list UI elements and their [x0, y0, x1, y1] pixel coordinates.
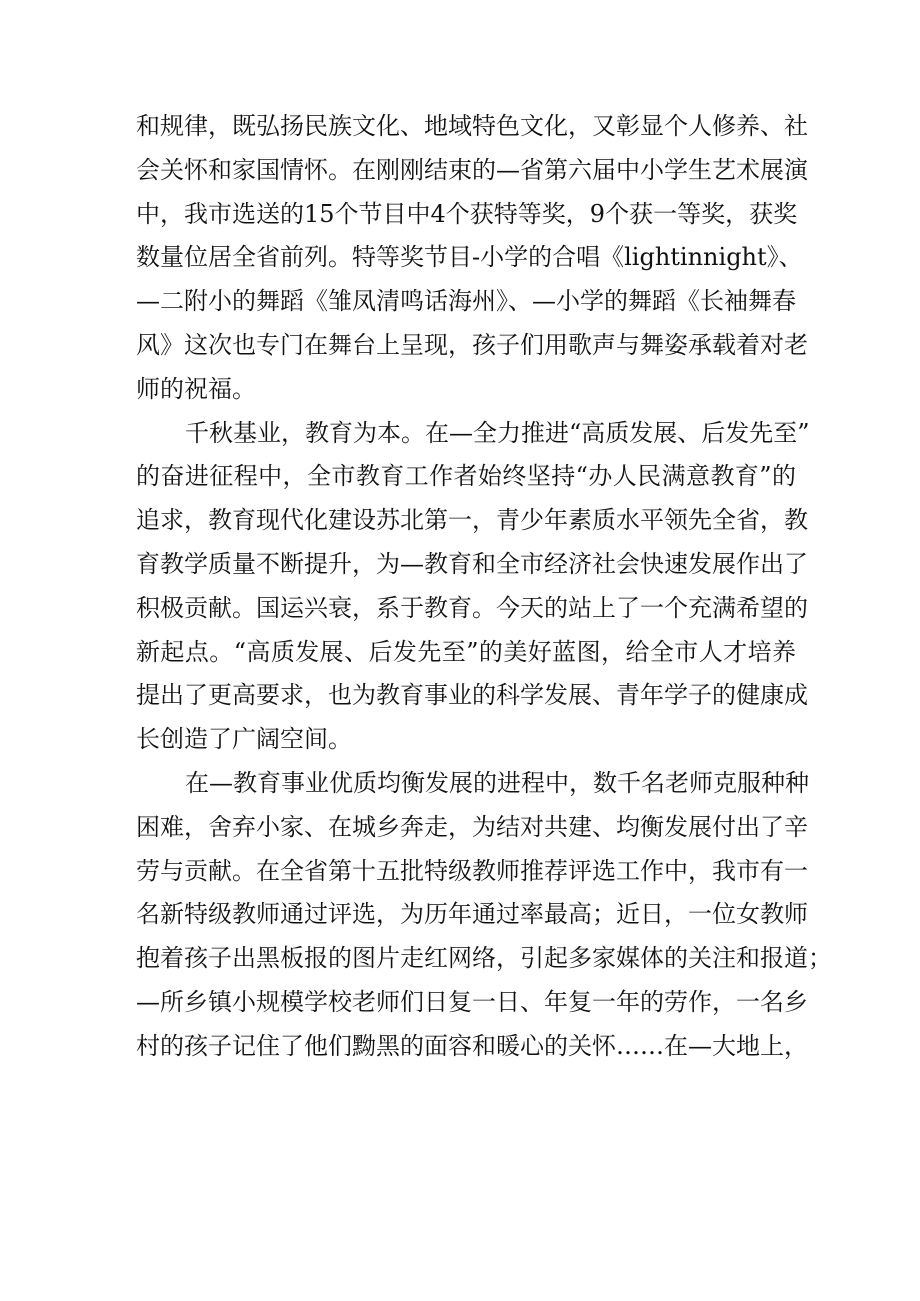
- text-line: 积极贡献。国运兴衰，系于教育。今天的站上了一个充满希望的: [136, 593, 808, 622]
- text-line: 追求，教育现代化建设苏北第一，青少年素质水平领先全省，教: [136, 506, 808, 535]
- text-line: 师的祝福。: [136, 374, 256, 403]
- text-line: 和规律，既弘扬民族文化、地域特色文化，又彰显个人修养、社: [136, 112, 808, 140]
- paragraph-3: [136, 762, 832, 1069]
- paragraph-2: [136, 412, 810, 762]
- text-line: 提出了更高要求，也为教育事业的科学发展、青年学子的健康成: [136, 681, 808, 710]
- text-line: 新起点。“高质发展、后发先至”的美好蓝图，给全市人才培养: [136, 637, 796, 666]
- text-line: 的奋进征程中，全市教育工作者始终坚持“办人民满意教育”的: [136, 462, 796, 491]
- text-line: 风》这次也专门在舞台上呈现，孩子们用歌声与舞姿承载着对老: [136, 330, 808, 359]
- text-line: 村的孩子记住了他们黝黑的面容和暖心的关怀……在—大地上，: [136, 1031, 808, 1060]
- text-line: 中，我市选送的15个节目中4个获特等奖，9个获一等奖，获奖: [136, 199, 798, 228]
- text-line: 名新特级教师通过评选，为历年通过率最高；近日，一位女教师: [136, 900, 808, 929]
- text-line: 数量位居全省前列。特等奖节目-小学的合唱《lightinnight》、: [136, 243, 803, 272]
- text-line: 困难，舍弃小家、在城乡奔走，为结对共建、均衡发展付出了辛: [136, 812, 808, 841]
- text-line: —二附小的舞蹈《雏凤清鸣话海州》、—小学的舞蹈《长袖舞春: [136, 287, 796, 316]
- body-text: [136, 105, 832, 1069]
- text-line: 在—教育事业优质均衡发展的进程中，数千名老师克服种种: [185, 768, 809, 797]
- text-line: 抱着孩子出黑板报的图片走红网络，引起多家媒体的关注和报道；: [136, 944, 832, 973]
- text-line: —所乡镇小规模学校老师们日复一日、年复一年的劳作，一名乡: [136, 987, 808, 1016]
- text-line: 劳与贡献。在全省第十五批特级教师推荐评选工作中，我市有一: [136, 856, 808, 885]
- text-line: 千秋基业，教育为本。在—全力推进“高质发展、后发先至”: [185, 418, 810, 447]
- text-line: 长创造了广阔空间。: [136, 725, 352, 754]
- paragraph-1: [136, 105, 808, 412]
- text-line: 会关怀和家国情怀。在刚刚结束的—省第六届中小学生艺术展演: [136, 155, 808, 184]
- text-line: 育教学质量不断提升，为—教育和全市经济社会快速发展作出了: [136, 549, 808, 578]
